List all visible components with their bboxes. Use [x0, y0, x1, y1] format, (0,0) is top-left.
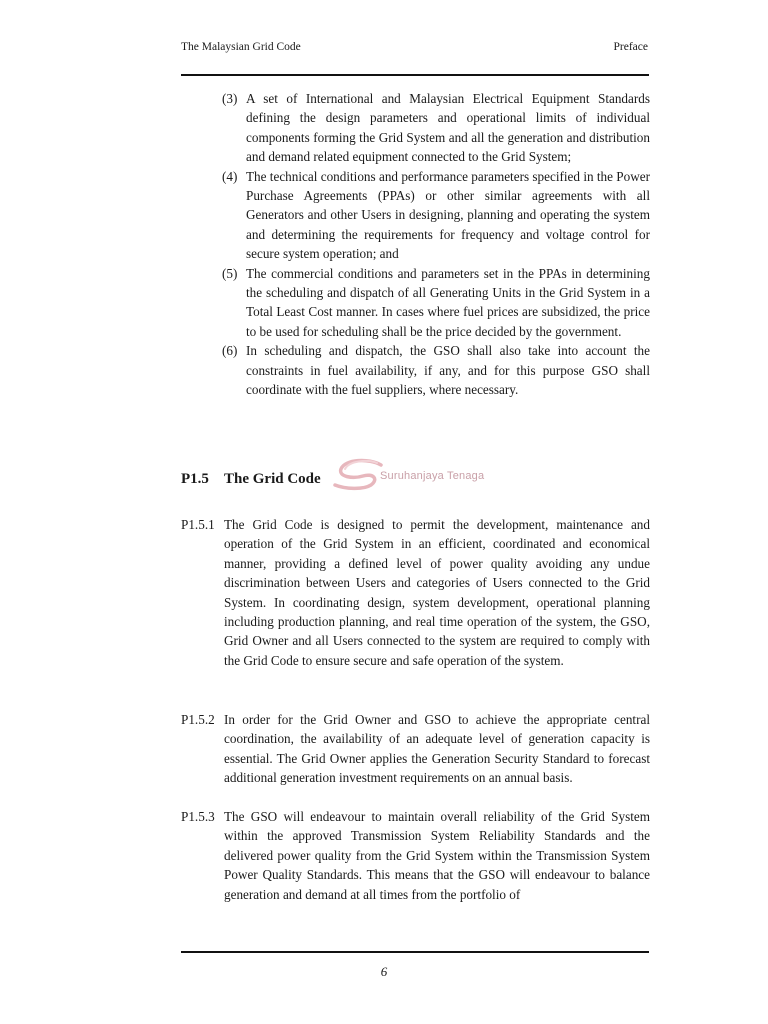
watermark-text: Suruhanjaya Tenaga — [380, 470, 485, 482]
list-item — [222, 89, 650, 167]
list-item-text: In scheduling and dispatch, the GSO shall also take into account the constraints in fuel availability, if any, and for this purpose GSO shall coordinate with the fuel suppliers, where necessary. — [246, 343, 650, 398]
running-header-section: Preface — [613, 41, 648, 53]
list-item-text: The technical conditions and performance parameters specified in the Power Purchase Agreements (PPAs) or other similar agreements with all Generators and other Users in designing, planning and operating the system and determining the requirements for frequency and voltage control for secure system operation; and — [246, 168, 650, 262]
page-number: 6 — [380, 964, 388, 979]
paragraph-text: The Grid Code is designed to permit the development, maintenance and operation of the Grid System in an efficient, coordinated and economical manner, providing a defined level of power quality avoiding any undue discrimination between Users and categories of Users connected to the Grid System. In coordinating design, system development, operational planning including production planning, and real time operation of the system, the GSO, Grid Owner and all Users connected to the system are required to comply with the Grid Code to ensure secure and safe operation of the system. — [224, 517, 650, 668]
list-item-number: (6) — [222, 343, 238, 359]
section-number: P1.5 — [181, 471, 209, 487]
list-item-text: A set of International and Malaysian Electrical Equipment Standards defining the design parameters and operational limits of individual components forming the Grid System and all the generation and distribution and demand related equipment connected to the Grid System; — [246, 91, 650, 165]
header-rule — [181, 74, 649, 76]
paragraph — [181, 807, 650, 904]
section-title: The Grid Code — [224, 471, 321, 487]
paragraph — [181, 515, 650, 670]
paragraph-number: P1.5.2 — [181, 712, 215, 727]
watermark — [333, 457, 513, 493]
list-item — [222, 341, 650, 399]
list-item-text: The commercial conditions and parameters set in the PPAs in determining the scheduling and dispatch of all Generating Units in the Grid System in a Total Least Cost manner. In cases where fuel prices are subsidized, the price to be used for scheduling shall be the price decided by the government. — [246, 265, 650, 339]
paragraph — [181, 710, 650, 788]
footer-rule — [181, 951, 649, 953]
section-heading — [181, 471, 321, 488]
list-item — [222, 167, 650, 264]
paragraph-text: In order for the Grid Owner and GSO to achieve the appropriate central coordination, the availability of an adequate level of generation capacity is essential. The Grid Owner applies the Generation Security Standard to forecast additional generation investment requirements on an annual basis. — [224, 712, 650, 786]
paragraph-number: P1.5.1 — [181, 517, 215, 532]
paragraph-number: P1.5.3 — [181, 809, 215, 824]
list-item-number: (4) — [222, 168, 238, 184]
paragraph-text: The GSO will endeavour to maintain overall reliability of the Grid System within the approved Transmission System Reliability Standards and the delivered power quality from the Grid System within the Transmission System Power Quality Standards. This means that the GSO will endeavour to balance generation and demand at all times from the portfolio of — [224, 809, 650, 902]
list-item — [222, 264, 650, 342]
running-header-title: The Malaysian Grid Code — [181, 41, 301, 53]
list-item-number: (3) — [222, 91, 238, 106]
list-item-number: (5) — [222, 265, 238, 281]
numbered-list — [222, 89, 650, 400]
